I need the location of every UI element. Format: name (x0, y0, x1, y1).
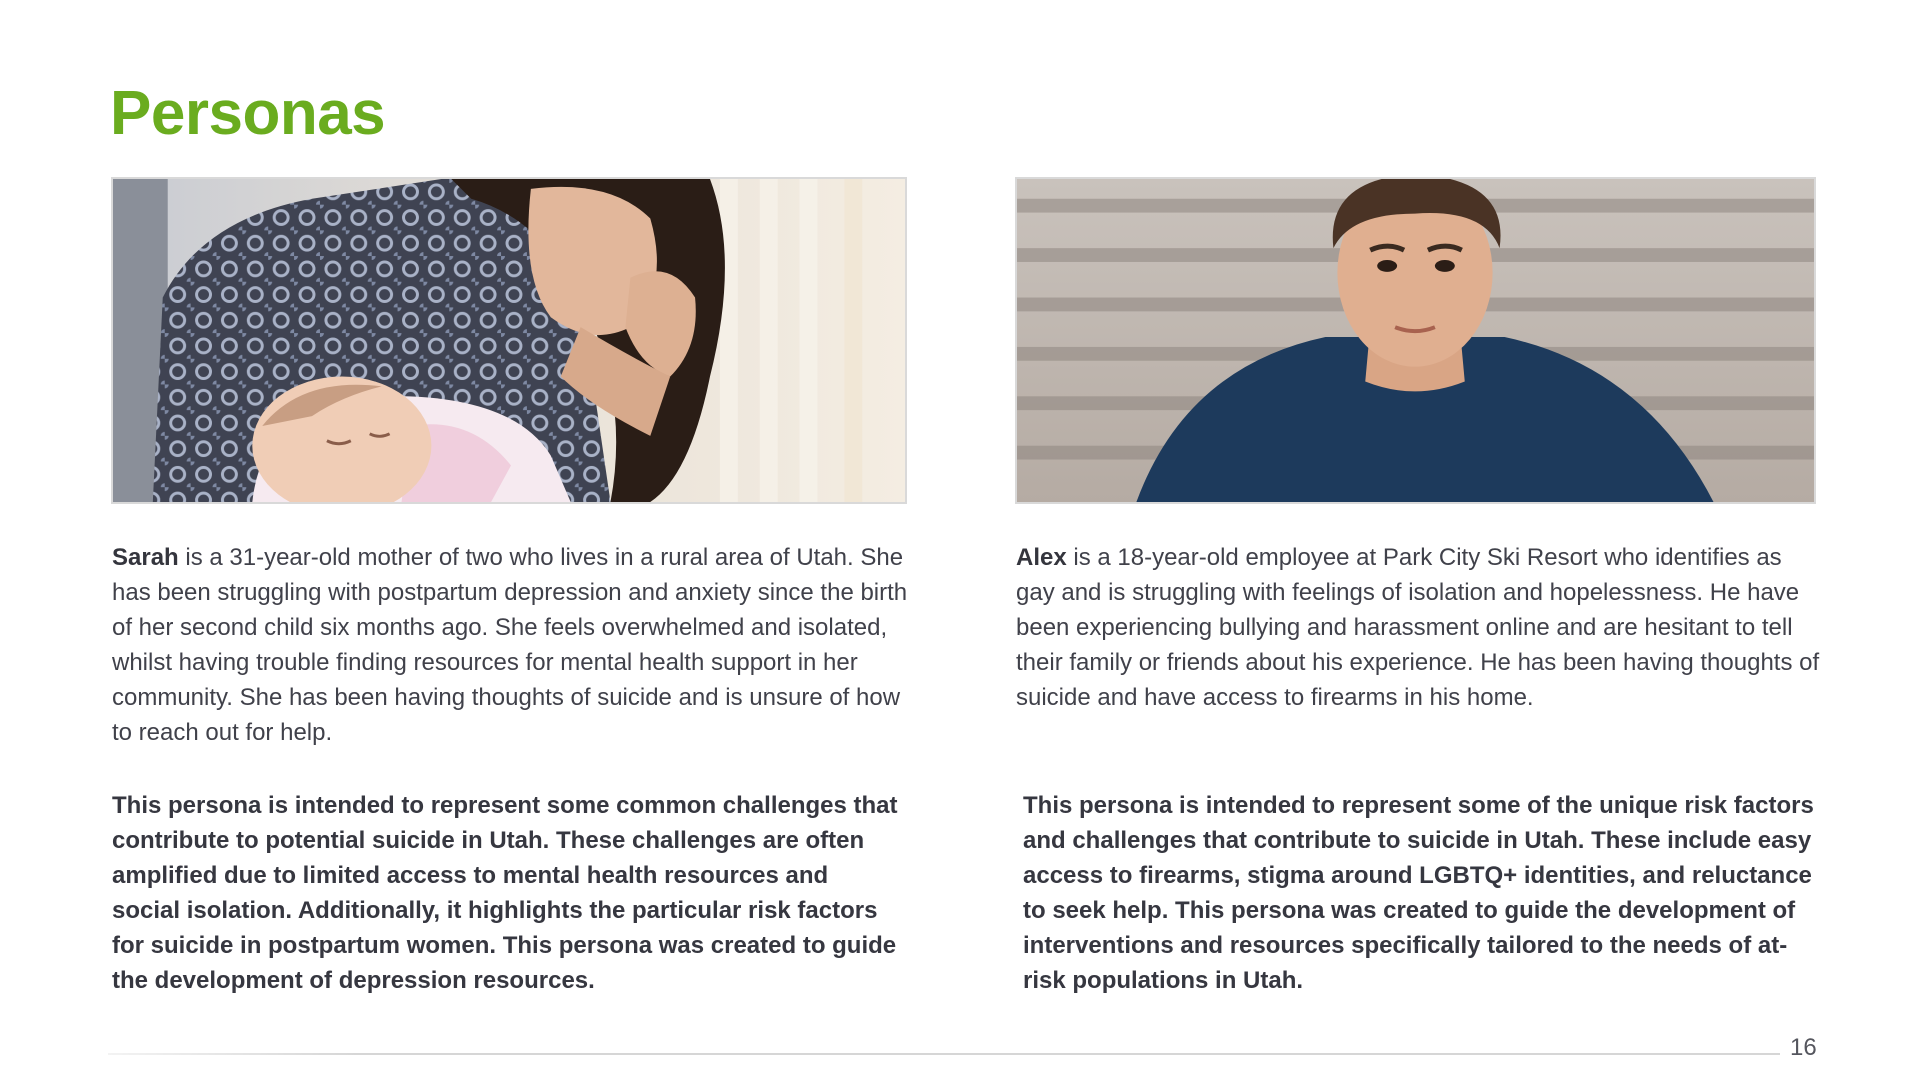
persona-bio-sarah (112, 540, 912, 750)
photo-alex (1015, 177, 1816, 504)
persona-note-sarah: This persona is intended to represent some common challenges that contribute to potential suicide in Utah. These challenges are often amplified due to limited access to mental health resources and social isolation. Additionally, it highlights the particular risk factors for suicide in postpartum women. This persona was created to guide the development of depression resources. (112, 792, 898, 994)
persona-name-alex: Alex (1016, 544, 1067, 571)
persona-note-alex: This persona is intended to represent some of the unique risk factors and challenges that contribute to suicide in Utah. These include easy access to firearms, stigma around LGBTQ+ identities, and reluctance to seek help. This persona was created to guide the development of interventions and resources specifically tailored to the needs of at-risk populations in Utah. (1023, 792, 1814, 994)
footer-divider (108, 1053, 1780, 1055)
page-number: 16 (1790, 1034, 1817, 1061)
persona-name-sarah: Sarah (112, 544, 179, 571)
slide-title: Personas (110, 79, 386, 148)
photo-sarah (111, 177, 907, 504)
persona-bio-alex (1016, 540, 1826, 715)
persona-bio-text-alex: is a 18-year-old employee at Park City Ski Resort who identifies as gay and is struggling with feelings of isolation and hopelessness. He have been experiencing bullying and harassment online and are hesitant to tell their family or friends about his experience. He has been having thoughts of suicide and have access to firearms in his home. (1016, 544, 1820, 711)
persona-bio-text-sarah: is a 31-year-old mother of two who lives in a rural area of Utah. She has been struggling with postpartum depression and anxiety since the birth of her second child six months ago. She feels overwhelmed and isolated, whilst having trouble finding resources for mental health support in her community. She has been having thoughts of suicide and is unsure of how to reach out for help. (112, 544, 908, 746)
